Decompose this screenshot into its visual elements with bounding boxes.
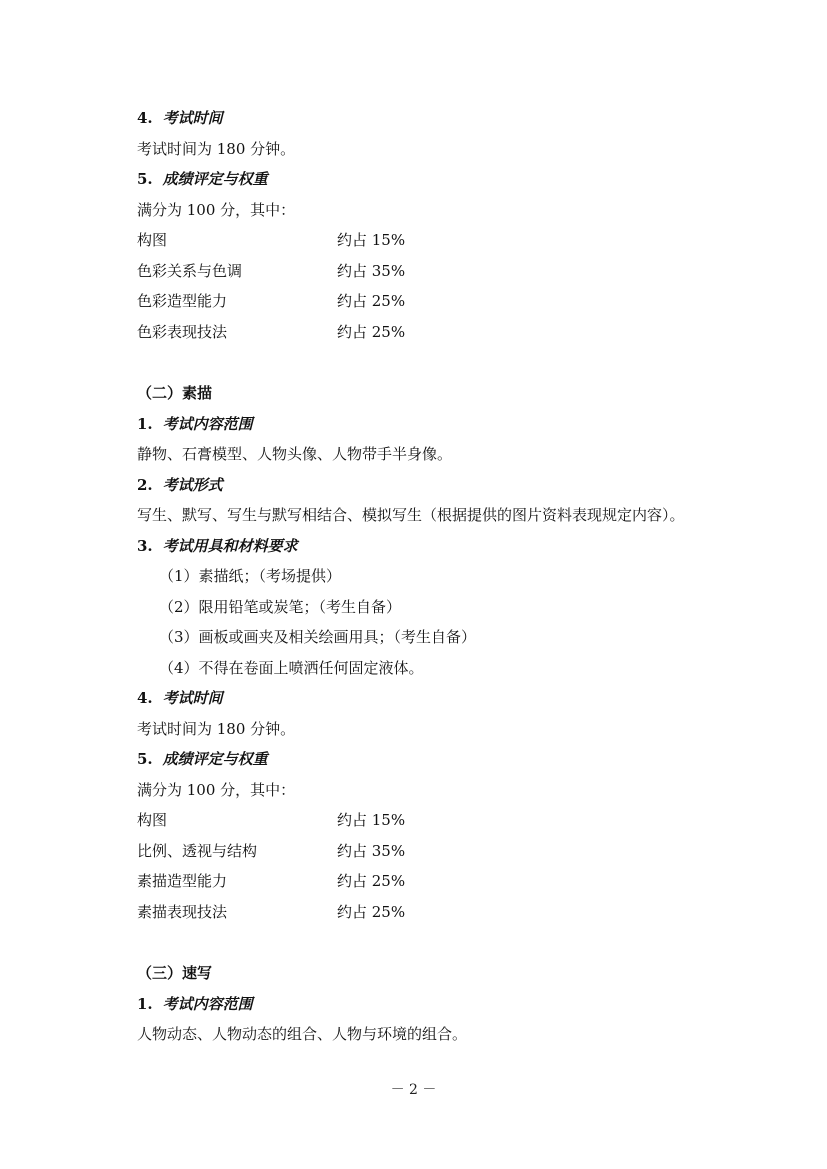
score-weight-row bbox=[137, 805, 737, 836]
heading-number: 5. bbox=[137, 750, 153, 768]
list-item: （3）画板或画夹及相关绘画用具；（考生自备） bbox=[159, 628, 477, 646]
list-item: （4）不得在卷面上喷洒任何固定液体。 bbox=[159, 658, 424, 677]
list-item: （2）限用铅笔或炭笔；（考生自备） bbox=[159, 597, 402, 616]
subsection-heading bbox=[137, 103, 737, 134]
heading-text: 考试时间 bbox=[162, 689, 223, 707]
heading-number: 1. bbox=[137, 414, 153, 433]
subsection-heading bbox=[137, 470, 737, 501]
criterion-weight: 约占 25% bbox=[337, 322, 406, 341]
criterion-weight: 约占 25% bbox=[337, 872, 406, 890]
score-weight-row bbox=[137, 317, 737, 348]
heading-text: 考试内容范围 bbox=[162, 414, 253, 433]
heading-number: 1. bbox=[137, 994, 153, 1013]
paragraph-text: 考试时间为 180 分钟。 bbox=[137, 719, 296, 738]
subsection-heading bbox=[137, 531, 737, 562]
criterion-label: 色彩表现技法 bbox=[137, 322, 228, 341]
heading-text: 考试形式 bbox=[162, 475, 223, 494]
criterion-label: 色彩关系与色调 bbox=[137, 261, 243, 280]
heading-text: 成绩评定与权重 bbox=[162, 170, 268, 188]
criterion-weight: 约占 35% bbox=[337, 841, 406, 860]
heading-number: 3. bbox=[137, 536, 153, 555]
criterion-label: 比例、透视与结构 bbox=[137, 841, 258, 860]
section-spacer bbox=[137, 927, 737, 958]
criterion-weight: 约占 15% bbox=[337, 811, 406, 829]
heading-text: 考试用具和材料要求 bbox=[162, 536, 298, 555]
score-weight-row bbox=[137, 225, 737, 256]
heading-number: 5. bbox=[137, 170, 153, 188]
subsection-heading bbox=[137, 989, 737, 1020]
score-weight-row bbox=[137, 836, 737, 867]
heading-number: 2. bbox=[137, 475, 153, 494]
subsection-heading bbox=[137, 164, 737, 195]
paragraph-text: 人物动态、人物动态的组合、人物与环境的组合。 bbox=[137, 1025, 468, 1043]
heading-number: 4. bbox=[137, 109, 153, 127]
criterion-label: 素描造型能力 bbox=[137, 872, 228, 890]
score-weight-row bbox=[137, 286, 737, 317]
subsection-heading bbox=[137, 409, 737, 440]
paragraph-text: 考试时间为 180 分钟。 bbox=[137, 139, 296, 158]
criterion-weight: 约占 15% bbox=[337, 231, 406, 249]
paragraph-text: 满分为 100 分，其中： bbox=[137, 200, 296, 219]
criterion-label: 构图 bbox=[137, 231, 168, 249]
paragraph-text: 满分为 100 分，其中： bbox=[137, 780, 296, 799]
criterion-weight: 约占 25% bbox=[337, 902, 406, 921]
score-weight-row bbox=[137, 866, 737, 897]
paragraph-text: 写生、默写、写生与默写相结合、模拟写生（根据提供的图片资料表现规定内容）。 bbox=[137, 506, 685, 524]
section-heading: （三）速写 bbox=[137, 964, 213, 982]
heading-text: 考试内容范围 bbox=[162, 994, 253, 1013]
page-number: － 2 － bbox=[390, 1082, 437, 1098]
paragraph-text: 静物、石膏模型、人物头像、人物带手半身像。 bbox=[137, 445, 453, 463]
document-body bbox=[137, 103, 737, 1050]
criterion-weight: 约占 35% bbox=[337, 261, 406, 280]
criterion-label: 素描表现技法 bbox=[137, 902, 228, 921]
section-heading: （二）素描 bbox=[137, 384, 213, 402]
score-weight-row bbox=[137, 897, 737, 928]
subsection-heading bbox=[137, 744, 737, 775]
score-weight-row bbox=[137, 256, 737, 287]
heading-number: 4. bbox=[137, 689, 153, 707]
heading-text: 考试时间 bbox=[162, 109, 223, 127]
heading-text: 成绩评定与权重 bbox=[162, 750, 268, 768]
criterion-label: 色彩造型能力 bbox=[137, 292, 228, 310]
list-item: （1）素描纸；（考场提供） bbox=[159, 567, 342, 585]
section-spacer bbox=[137, 347, 737, 378]
criterion-label: 构图 bbox=[137, 811, 168, 829]
criterion-weight: 约占 25% bbox=[337, 292, 406, 310]
subsection-heading bbox=[137, 683, 737, 714]
